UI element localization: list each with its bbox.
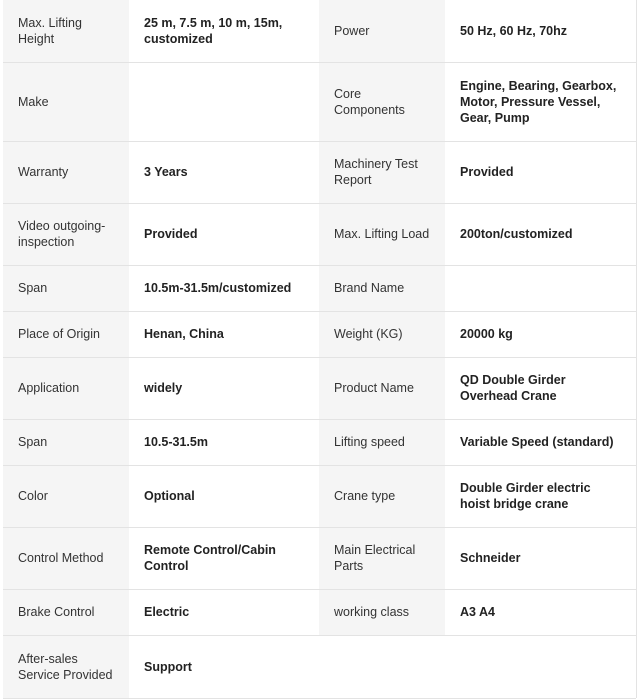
spec-label: Product Name [319, 357, 445, 419]
spec-label: Color [3, 465, 129, 527]
spec-label: Span [3, 265, 129, 311]
spec-label: Lifting speed [319, 419, 445, 465]
spec-value: Electric [129, 589, 319, 635]
spec-label: Warranty [3, 141, 129, 203]
spec-value: Optional [129, 465, 319, 527]
empty-cell [445, 635, 636, 698]
empty-cell [319, 635, 445, 698]
spec-label: Place of Origin [3, 311, 129, 357]
table-row [3, 311, 636, 357]
table-row [3, 203, 636, 265]
spec-label: Weight (KG) [319, 311, 445, 357]
spec-label: After-sales Service Provided [3, 635, 129, 698]
product-spec-table [3, 0, 636, 699]
spec-label: Power [319, 0, 445, 62]
spec-label: Video outgoing-inspection [3, 203, 129, 265]
spec-label: Core Components [319, 62, 445, 141]
spec-value: 25 m, 7.5 m, 10 m, 15m, customized [129, 0, 319, 62]
spec-label: Max. Lifting Height [3, 0, 129, 62]
spec-value: Support [129, 635, 319, 698]
table-row [3, 0, 636, 62]
spec-value: 20000 kg [445, 311, 636, 357]
spec-value: Double Girder electric hoist bridge crane [445, 465, 636, 527]
spec-value: 3 Years [129, 141, 319, 203]
spec-value: Provided [129, 203, 319, 265]
table-row [3, 527, 636, 589]
spec-value [445, 265, 636, 311]
spec-label: Max. Lifting Load [319, 203, 445, 265]
spec-value: QD Double Girder Overhead Crane [445, 357, 636, 419]
table-row [3, 62, 636, 141]
spec-value: widely [129, 357, 319, 419]
table-row [3, 265, 636, 311]
spec-label: Main Electrical Parts [319, 527, 445, 589]
spec-value: Schneider [445, 527, 636, 589]
table-row [3, 635, 636, 698]
spec-value: Engine, Bearing, Gearbox, Motor, Pressure Vessel, Gear, Pump [445, 62, 636, 141]
spec-label: Crane type [319, 465, 445, 527]
spec-value: Provided [445, 141, 636, 203]
spec-value: 10.5-31.5m [129, 419, 319, 465]
spec-value: 50 Hz, 60 Hz, 70hz [445, 0, 636, 62]
spec-label: Application [3, 357, 129, 419]
table-row [3, 589, 636, 635]
spec-label: Span [3, 419, 129, 465]
spec-label: Control Method [3, 527, 129, 589]
table-row [3, 419, 636, 465]
spec-label: working class [319, 589, 445, 635]
table-row [3, 141, 636, 203]
spec-value [129, 62, 319, 141]
table-row [3, 357, 636, 419]
spec-label: Machinery Test Report [319, 141, 445, 203]
spec-value: 200ton/customized [445, 203, 636, 265]
spec-value: A3 A4 [445, 589, 636, 635]
spec-value: Henan, China [129, 311, 319, 357]
table-row [3, 465, 636, 527]
spec-label: Brake Control [3, 589, 129, 635]
spec-value: Variable Speed (standard) [445, 419, 636, 465]
spec-label: Brand Name [319, 265, 445, 311]
spec-value: 10.5m-31.5m/customized [129, 265, 319, 311]
table-right-edge [636, 0, 637, 698]
spec-value: Remote Control/Cabin Control [129, 527, 319, 589]
spec-label: Make [3, 62, 129, 141]
